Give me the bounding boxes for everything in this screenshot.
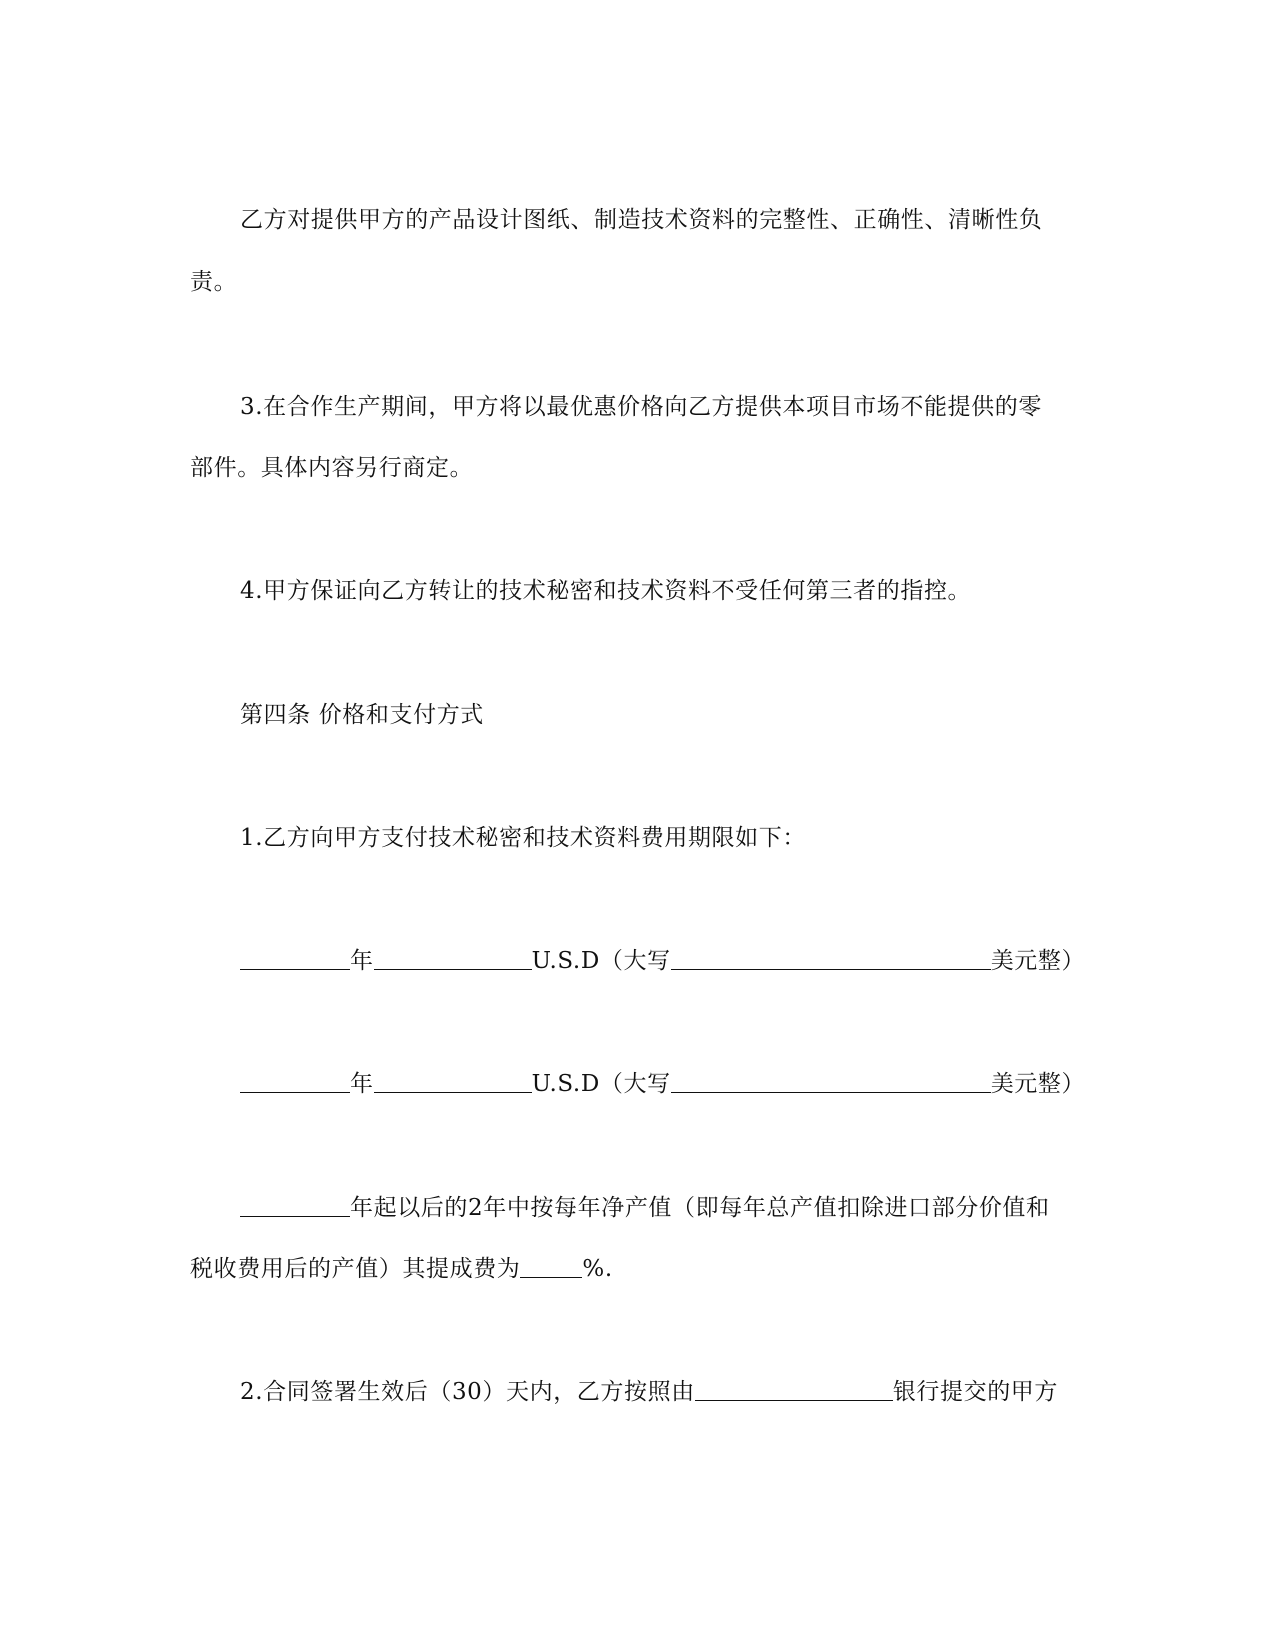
- year-blank: [240, 1192, 350, 1217]
- percent-suffix: %.: [582, 1256, 613, 1282]
- amount-blank: [374, 945, 532, 970]
- paragraph-payment-terms: 1.乙方向甲方支付技术秘密和技术资料费用期限如下：: [240, 825, 806, 851]
- clause-2-text: 2.合同签署生效后（30）天内，乙方按照由: [240, 1379, 695, 1405]
- amount-words-blank: [671, 945, 991, 970]
- amount-suffix: 美元整）: [990, 948, 1086, 974]
- bank-blank: [695, 1376, 893, 1401]
- year-blank: [240, 945, 350, 970]
- royalty-line2: [190, 1253, 1090, 1284]
- royalty-text: 年起以后的2年中按每年净产值（即每年总产值扣除进口部分价值和: [350, 1195, 1050, 1221]
- year-label: 年: [350, 1071, 374, 1097]
- royalty-line1: [240, 1192, 1140, 1223]
- clause-2-line: [240, 1376, 1140, 1407]
- paragraph-item3-line2: 部件。具体内容另行商定。: [190, 455, 474, 481]
- year-label: 年: [350, 948, 374, 974]
- paragraph-responsibility-line1: 乙方对提供甲方的产品设计图纸、制造技术资料的完整性、正确性、清晰性负: [240, 207, 1043, 233]
- article-heading: 第四条 价格和支付方式: [240, 702, 484, 728]
- currency-label: U.S.D（大写: [531, 1071, 671, 1097]
- percent-blank: [520, 1253, 582, 1278]
- clause-2-suffix: 银行提交的甲方: [892, 1379, 1059, 1405]
- currency-label: U.S.D（大写: [531, 948, 671, 974]
- paragraph-responsibility-line2: 责。: [190, 269, 238, 295]
- royalty-text: 税收费用后的产值）其提成费为: [190, 1256, 521, 1282]
- payment-row: [240, 945, 1140, 976]
- amount-words-blank: [671, 1068, 991, 1093]
- amount-blank: [374, 1068, 532, 1093]
- paragraph-item4: 4.甲方保证向乙方转让的技术秘密和技术资料不受任何第三者的指控。: [240, 578, 972, 604]
- paragraph-item3-line1: 3.在合作生产期间，甲方将以最优惠价格向乙方提供本项目市场不能提供的零: [240, 394, 1042, 420]
- payment-row: [240, 1068, 1140, 1099]
- amount-suffix: 美元整）: [990, 1071, 1086, 1097]
- year-blank: [240, 1068, 350, 1093]
